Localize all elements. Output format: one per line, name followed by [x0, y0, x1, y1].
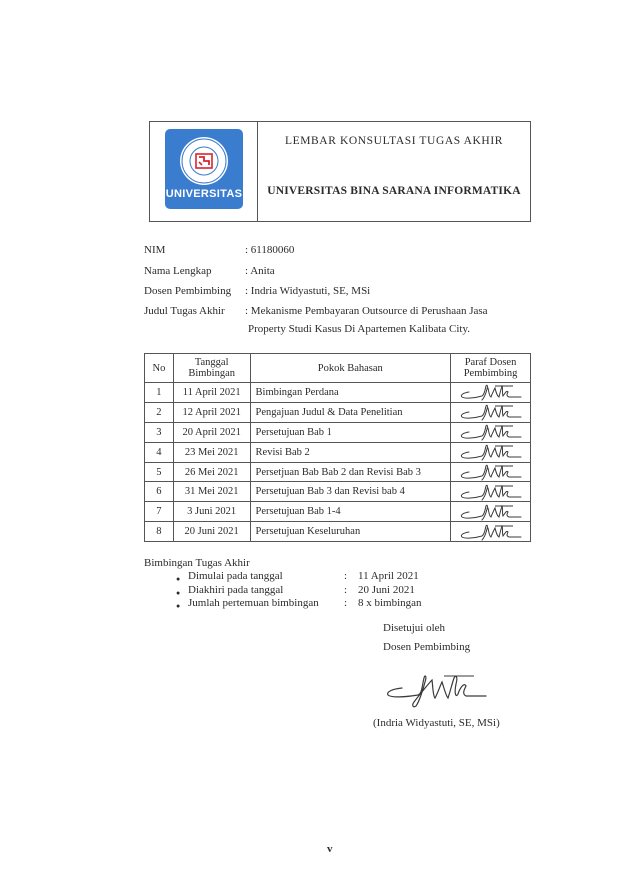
approval-line1: Disetujui oleh [383, 622, 446, 634]
table-row [145, 522, 531, 542]
row-no: 5 [145, 462, 174, 482]
thesis-title-value-line1: : Mekanisme Pembayaran Outsource di Perushaan Jasa [245, 305, 488, 317]
summary-label: Diakhiri pada tanggal [188, 583, 284, 596]
row-no: 3 [145, 422, 174, 442]
table-row [145, 462, 531, 482]
nim-value: : 61180060 [245, 244, 295, 256]
row-signature [451, 482, 531, 502]
advisor-signature [378, 668, 490, 710]
advisor-initial-signature [455, 383, 527, 401]
approval-line2: Dosen Pembimbing [383, 641, 471, 653]
row-date: 23 Mei 2021 [173, 442, 250, 462]
advisor-initial-signature [455, 483, 527, 501]
row-signature [451, 462, 531, 482]
row-topic: Persetujuan Bab 1 [250, 422, 451, 442]
summary-sep: : [344, 570, 348, 582]
row-no: 8 [145, 522, 174, 542]
summary-value: 20 Juni 2021 [358, 583, 415, 596]
advisor-name: (Indria Widyastuti, SE, MSi) [373, 717, 500, 729]
thesis-title-value-line2: Property Studi Kasus Di Apartemen Kalibata City. [248, 323, 471, 335]
name-value: : Anita [245, 265, 275, 277]
university-name: UNIVERSITAS BINA SARANA INFORMATIKA [267, 185, 521, 197]
row-no: 6 [145, 482, 174, 502]
advisor-value: : Indria Widyastuti, SE, MSi [245, 285, 371, 297]
row-no: 4 [145, 442, 174, 462]
row-date: 3 Juni 2021 [173, 502, 250, 522]
advisor-initial-signature [455, 443, 527, 461]
advisor-initial-signature [455, 423, 527, 441]
row-topic: Revisi Bab 2 [250, 442, 451, 462]
advisor-initial-signature [455, 523, 527, 541]
row-topic: Persetujuan Keseluruhan [250, 522, 451, 542]
row-topic: Bimbingan Perdana [250, 383, 451, 403]
row-signature [451, 502, 531, 522]
row-date: 20 April 2021 [173, 422, 250, 442]
advisor-initial-signature [455, 503, 527, 521]
advisor-label: Dosen Pembimbing [144, 285, 232, 297]
row-signature [451, 402, 531, 422]
summary-label: Dimulai pada tanggal [188, 570, 283, 582]
bullet-icon: ● [176, 602, 181, 610]
row-signature [451, 383, 531, 403]
table-row [145, 442, 531, 462]
col-header-sign-line1: Paraf Dosen [464, 357, 517, 368]
row-no: 2 [145, 402, 174, 422]
col-header-no: No [145, 354, 174, 383]
summary-value: 11 April 2021 [358, 570, 419, 582]
row-signature [451, 442, 531, 462]
table-row [145, 422, 531, 442]
advisor-initial-signature [455, 403, 527, 421]
summary-sep: : [344, 597, 348, 609]
col-header-date [173, 354, 250, 383]
table-row [145, 402, 531, 422]
col-header-sign-line2: Pembimbing [463, 368, 518, 379]
table-header-row [145, 354, 531, 383]
table-row [145, 383, 531, 403]
col-header-signature [451, 354, 531, 383]
row-topic: Persetujuan Bab 3 dan Revisi bab 4 [250, 482, 451, 502]
advisor-initial-signature [455, 463, 527, 481]
document-header [149, 121, 531, 222]
row-date: 26 Mei 2021 [173, 462, 250, 482]
nim-label: NIM [144, 244, 166, 256]
bullet-icon: ● [176, 588, 181, 597]
thesis-title-label: Judul Tugas Akhir [144, 305, 225, 317]
col-header-topic: Pokok Bahasan [250, 354, 451, 383]
university-logo [165, 129, 243, 209]
bullet-icon: ● [176, 575, 181, 583]
col-header-date-line1: Tanggal [194, 357, 229, 368]
table-row [145, 502, 531, 522]
row-date: 31 Mei 2021 [173, 482, 250, 502]
row-date: 11 April 2021 [173, 383, 250, 403]
row-topic: Pengajuan Judul & Data Penelitian [250, 402, 451, 422]
row-date: 12 April 2021 [173, 402, 250, 422]
consultation-table [144, 353, 531, 542]
row-no: 1 [145, 383, 174, 403]
col-header-date-line2: Bimbingan [188, 368, 236, 379]
name-label: Nama Lengkap [144, 265, 212, 277]
summary-value: 8 x bimbingan [358, 597, 422, 609]
row-date: 20 Juni 2021 [173, 522, 250, 542]
row-no: 7 [145, 502, 174, 522]
logo-wordmark: UNIVERSITAS [165, 188, 243, 200]
row-signature [451, 522, 531, 542]
row-topic: Persetjuan Bab Bab 2 dan Revisi Bab 3 [250, 462, 451, 482]
row-signature [451, 422, 531, 442]
document-title: LEMBAR KONSULTASI TUGAS AKHIR [284, 135, 504, 147]
summary-title: Bimbingan Tugas Akhir [144, 557, 250, 569]
row-topic: Persetujuan Bab 1-4 [250, 502, 451, 522]
summary-sep: : [344, 583, 348, 596]
table-row [145, 482, 531, 502]
summary-label: Jumlah pertemuan bimbingan [188, 597, 319, 609]
page-number: v [327, 843, 333, 855]
